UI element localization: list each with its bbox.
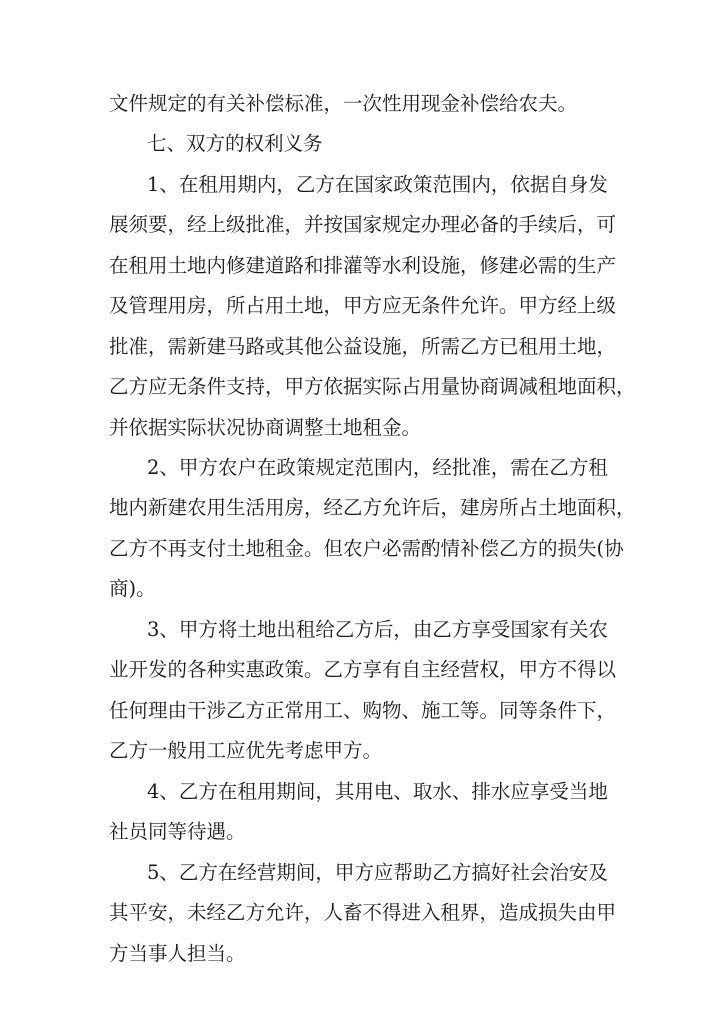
text-line: 批准，需新建马路或其他公益设施，所需乙方已租用土地， (109, 335, 617, 358)
text-line: 2、甲方农户在政策规定范围内，经批准，需在乙方租 (147, 456, 608, 479)
text-line: 社员同等待遇。 (109, 820, 246, 843)
text-line: 乙方一般用工应优先考虑甲方。 (109, 739, 383, 762)
text-line: 地内新建农用生活用房，经乙方允许后，建房所占土地面积， (109, 496, 636, 519)
text-line: 3、甲方将土地出租给乙方后，由乙方享受国家有关农 (147, 618, 608, 641)
text-line: 并依据实际状况协商调整土地租金。 (109, 416, 422, 439)
text-line: 乙方不再支付土地租金。但农户必需酌情补偿乙方的损失(协 (109, 537, 624, 560)
text-line: 及管理用房，所占用土地，甲方应无条件允许。甲方经上级 (109, 294, 617, 317)
text-line: 4、乙方在租用期间，其用电、取水、排水应享受当地 (147, 780, 608, 803)
text-line: 展须要，经上级批准，并按国家规定办理必备的手续后，可 (109, 213, 617, 236)
text-line: 方当事人担当。 (109, 942, 246, 965)
text-line: 任何理由干涉乙方正常用工、购物、施工等。同等条件下， (109, 699, 617, 722)
text-line: 业开发的各种实惠政策。乙方享有自主经营权，甲方不得以 (109, 658, 617, 681)
section-heading: 七、双方的权利义务 (147, 132, 323, 155)
text-line: 其平安，未经乙方允许，人畜不得进入租界，造成损失由甲 (109, 901, 617, 924)
text-line: 1、在租用期内，乙方在国家政策范围内，依据自身发 (147, 173, 608, 196)
text-line: 在租用土地内修建道路和排灌等水利设施，修建必需的生产 (109, 254, 617, 277)
text-line: 乙方应无条件支持，甲方依据实际占用量协商调减租地面积， (109, 375, 636, 398)
text-line: 5、乙方在经营期间，甲方应帮助乙方搞好社会治安及 (147, 861, 608, 884)
text-line: 商)。 (109, 577, 156, 600)
text-line: 文件规定的有关补偿标准，一次性用现金补偿给农夫。 (109, 92, 578, 115)
